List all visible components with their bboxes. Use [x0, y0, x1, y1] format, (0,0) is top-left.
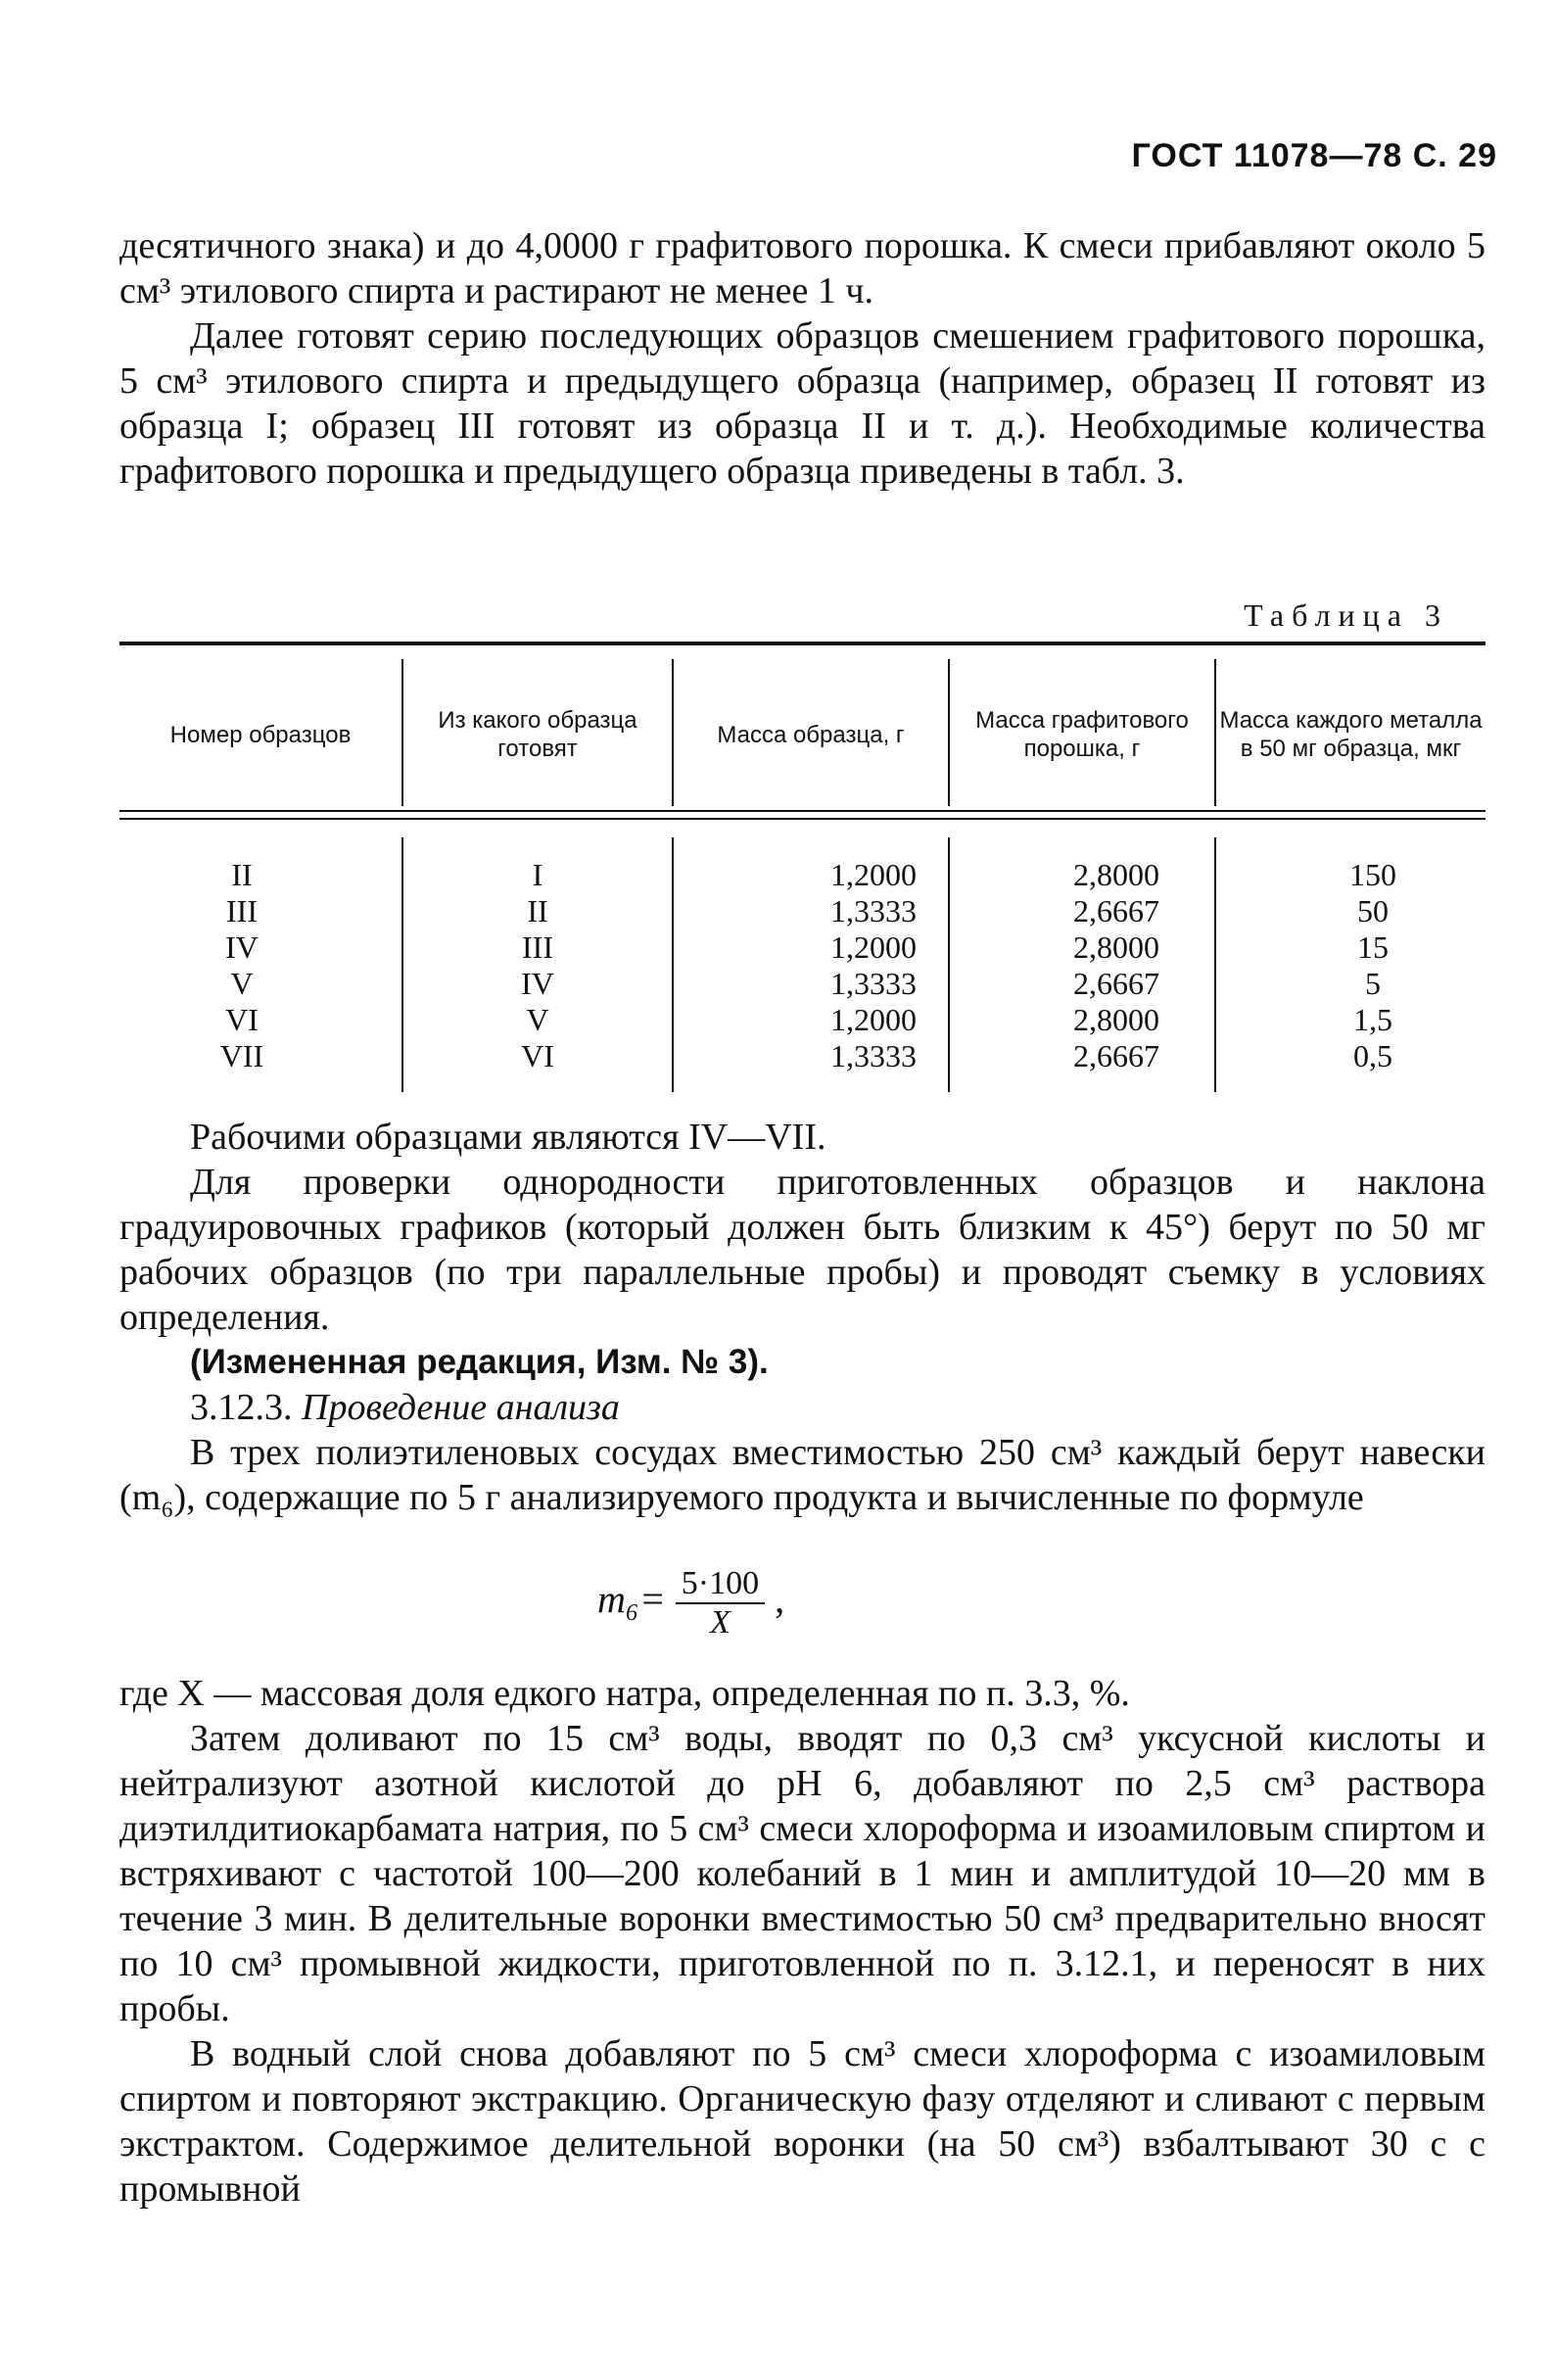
- table-cell: V: [526, 1002, 549, 1037]
- column-source-sample: [403, 857, 672, 1074]
- formula-numerator: 5·100: [676, 1565, 765, 1604]
- table-cell: 1,2000: [830, 1002, 917, 1037]
- text-block-top: [119, 223, 1485, 494]
- formula-denominator: X: [710, 1604, 731, 1641]
- column-metal-mass: [1304, 857, 1441, 1074]
- table-cell: IV: [225, 929, 259, 965]
- column-graphite-mass: [1028, 857, 1204, 1074]
- table-top-rule: [119, 642, 1485, 645]
- table-cell: VII: [219, 1038, 264, 1073]
- paragraph-2: Далее готовят серию последующих образцов смешением графитового порошка, 5 см³ этилового спирта и предыдущего образца (например, образец II готовят из образца I; образец III готовят из образца II и т. д.). Необходимые количества графитового порошка и предыдущего образца приведены в табл. 3.: [119, 315, 1485, 492]
- paragraph-3: Рабочими образцами являются IV—VII.: [190, 1117, 826, 1158]
- paragraph-9: Затем доливают по 15 см³ воды, вводят по 0,3 см³ уксусной кислоты и нейтрализуют азотной кислотой до pH 6, добавляют по 2,5 см³ раствора диэтилдитиокарбамата натрия, по 5 см³ смеси хлороформа и изоамиловым спиртом и встряхивают с частотой 100—200 колебаний в 1 мин и амплитудой 10—20 мм в течение 3 мин. В делительные воронки вместимостью 50 см³ предварительно вносят по 10 см³ промывной жидкости, приготовленной по п. 3.12.1, и переносят в них пробы.: [119, 1718, 1485, 2029]
- table-divider: [672, 837, 674, 1092]
- column-sample-mass: [785, 857, 962, 1074]
- formula-lhs: m₆=: [597, 1577, 666, 1622]
- table-cell: 1,3333: [830, 1038, 917, 1073]
- table-cell: 1,3333: [830, 893, 917, 928]
- table-cell: 2,6667: [1073, 966, 1159, 1001]
- formula-fraction: [676, 1565, 765, 1642]
- table-header-rule-2: [119, 818, 1485, 820]
- column-sample-number: [119, 857, 364, 1074]
- table-cell: 2,8000: [1073, 1002, 1159, 1037]
- header-sample-number: Номер образцов: [169, 721, 352, 748]
- table-cell: 0,5: [1353, 1038, 1392, 1073]
- section-heading: [119, 1385, 1485, 1430]
- table-caption: Таблица 3: [1244, 597, 1448, 633]
- header-sample-mass: Масса образца, г: [717, 721, 905, 748]
- table-cell: IV: [521, 966, 554, 1001]
- table-divider: [1214, 837, 1216, 1092]
- table-cell: VI: [225, 1002, 259, 1037]
- paragraph-4: Для проверки однородности приготовленных образцов и наклона градуировочных графиков (который должен быть близким к 45°) берут по 50 мг рабочих образцов (по три параллельные пробы) и проводят съемку в условиях определения.: [119, 1162, 1485, 1338]
- table-header-rule-1: [119, 810, 1485, 812]
- paragraph-10: В водный слой снова добавляют по 5 см³ смеси хлороформа с изоамиловым спиртом и повторяют экстракцию. Органическую фазу отделяют и сливают с первым экстрактом. Содержимое делительной воронки (на 50 см³) взбалтывают 30 с с промывной: [119, 2033, 1485, 2210]
- paragraph-1: десятичного знака) и до 4,0000 г графитового порошка. К смеси прибавляют около 5 см³ этилового спирта и растирают не менее 1 ч.: [119, 225, 1485, 311]
- table-cell: III: [226, 893, 258, 928]
- table-cell: 1,3333: [830, 966, 917, 1001]
- text-block-middle: [119, 1115, 1485, 1520]
- page-header: ГОСТ 11078—78 С. 29: [1131, 137, 1497, 174]
- table-cell: 1,2000: [830, 857, 917, 892]
- formula-tail: ,: [775, 1577, 785, 1622]
- table-cell: 2,8000: [1073, 929, 1159, 965]
- table-cell: 2,6667: [1073, 1038, 1159, 1073]
- table-cell: III: [522, 929, 553, 965]
- header-source-sample: Из какого образца готовят: [438, 707, 637, 762]
- table-cell: 2,6667: [1073, 893, 1159, 928]
- table-cell: V: [230, 966, 254, 1001]
- section-title: Проведение анализа: [302, 1387, 620, 1428]
- mass-formula: [597, 1565, 784, 1642]
- table-cell: VI: [521, 1038, 554, 1073]
- section-number: 3.12.3.: [190, 1387, 293, 1428]
- table-cell: 50: [1357, 893, 1389, 928]
- data-table: [119, 642, 1485, 1092]
- table-cell: 15: [1357, 929, 1389, 965]
- amendment-note: (Измененная редакция, Изм. № 3).: [190, 1343, 769, 1381]
- table-cell: 1,2000: [830, 929, 917, 965]
- paragraph-8: где X — массовая доля едкого натра, определенная по п. 3.3, %.: [119, 1673, 1130, 1714]
- header-metal-mass: Масса каждого металла в 50 мг образца, мкг: [1219, 707, 1483, 762]
- table-cell: 5: [1365, 966, 1381, 1001]
- table-cell: 2,8000: [1073, 857, 1159, 892]
- table-cell: II: [231, 857, 253, 892]
- header-graphite-mass: Масса графитового порошка, г: [975, 707, 1189, 762]
- text-block-bottom: [119, 1671, 1485, 2212]
- table-cell: I: [532, 857, 543, 892]
- table-cell: II: [527, 893, 548, 928]
- table-cell: 1,5: [1353, 1002, 1392, 1037]
- paragraph-7: В трех полиэтиленовых сосудах вместимостью 250 см³ каждый берут навески (m₆), содержащие по 5 г анализируемого продукта и вычисленные по формуле: [119, 1432, 1485, 1518]
- table-cell: 150: [1349, 857, 1396, 892]
